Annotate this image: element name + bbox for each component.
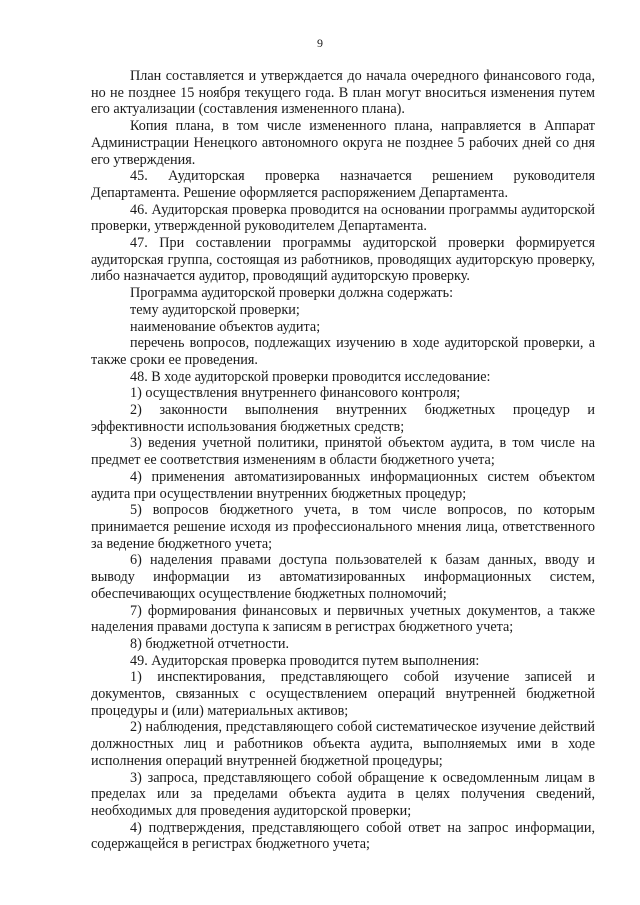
paragraph-47: 47. При составлении программы аудиторской проверки формируется аудиторская группа, состоящая из работников, проводящих аудиторскую проверку, либо назначается аудитор, проводящий аудиторскую проверку. <box>91 235 595 285</box>
paragraph-48-item-1: 1) осуществления внутреннего финансового контроля; <box>130 385 461 402</box>
paragraph-49: 49. Аудиторская проверка проводится путем выполнения: <box>130 652 480 669</box>
paragraph-program-objects: наименование объектов аудита; <box>130 318 321 335</box>
paragraph-48-item-3: 3) ведения учетной политики, принятой объектом аудита, в том числе на предмет ее соответствия изменениям в области бюджетного учета; <box>91 435 595 469</box>
paragraph-program-questions: перечень вопросов, подлежащих изучению в ходе аудиторской проверки, а также сроки ее проведения. <box>91 335 595 368</box>
paragraph-plan-copy: Копия плана, в том числе измененного плана, направляется в Аппарат Администрации Ненецкого автономного округа не позднее 5 рабочих дней со дня его утверждения. <box>91 118 595 168</box>
paragraph-45: 45. Аудиторская проверка назначается решением руководителя Департамента. Решение оформляется распоряжением Департамента. <box>91 168 595 201</box>
paragraph-49-item-1: 1) инспектирования, представляющего собой изучение записей и документов, связанных с осуществлением операций внутренней бюджетной процедуры и (или) материальных активов; <box>91 669 595 719</box>
paragraph-49-item-2: 2) наблюдения, представляющего собой систематическое изучение действий должностных лиц и работников объекта аудита, выполняемых ими в ходе исполнения операций внутренней бюджетной процедуры; <box>91 719 595 769</box>
paragraph-49-item-4: 4) подтверждения, представляющего собой ответ на запрос информации, содержащейся в регистрах бюджетного учета; <box>91 819 595 853</box>
paragraph-48-item-6: 6) наделения правами доступа пользователей к базам данных, вводу и выводу информации из автоматизированных информационных систем, обеспечивающих осуществление бюджетных полномочий; <box>91 552 595 602</box>
paragraph-48-item-8: 8) бюджетной отчетности. <box>130 635 290 652</box>
paragraph-48: 48. В ходе аудиторской проверки проводится исследование: <box>130 368 491 385</box>
paragraph-program-contents: Программа аудиторской проверки должна содержать: <box>130 285 454 302</box>
paragraph-plan-deadline: План составляется и утверждается до начала очередного финансового года, но не позднее 15 ноября текущего года. В план могут вноситься изменения путем его актуализации (составления измененного плана). <box>91 68 595 118</box>
paragraph-46: 46. Аудиторская проверка проводится на основании программы аудиторской проверки, утвержденной руководителем Департамента. <box>91 201 595 235</box>
document-body <box>91 68 595 853</box>
paragraph-49-item-3: 3) запроса, представляющего собой обращение к осведомленным лицам в пределах или за пределами объекта аудита в целях получения сведений, необходимых для проведения аудиторской проверки; <box>91 769 595 819</box>
paragraph-48-item-2: 2) законности выполнения внутренних бюджетных процедур и эффективности использования бюджетных средств; <box>91 402 595 435</box>
page-number: 9 <box>317 36 323 50</box>
paragraph-48-item-5: 5) вопросов бюджетного учета, в том числе вопросов, по которым принимается решение исходя из профессионального мнения лица, ответственного за ведение бюджетного учета; <box>91 502 595 552</box>
paragraph-program-topic: тему аудиторской проверки; <box>130 301 300 318</box>
paragraph-48-item-4: 4) применения автоматизированных информационных систем объектом аудита при осуществлении внутренних бюджетных процедур; <box>91 468 595 502</box>
paragraph-48-item-7: 7) формирования финансовых и первичных учетных документов, а также наделения правами доступа к записям в регистрах бюджетного учета; <box>91 602 595 636</box>
